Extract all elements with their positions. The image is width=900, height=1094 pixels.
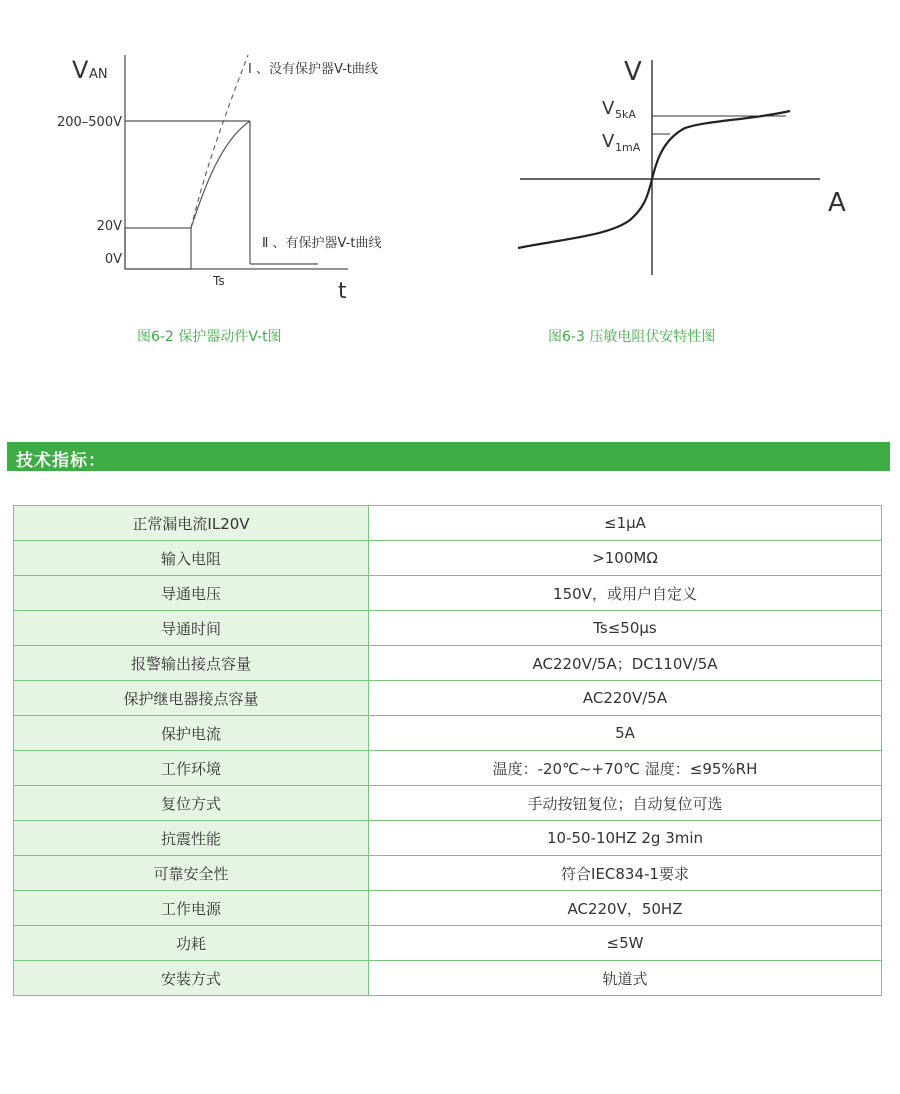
x-axis-label: t — [338, 279, 347, 300]
section-title: 技术指标： — [16, 451, 106, 471]
table-row — [14, 751, 882, 786]
table-row — [14, 541, 882, 576]
v5ka-subscript: 5kA — [615, 108, 636, 121]
spec-name-cell: 可靠安全性 — [14, 856, 369, 891]
spec-value-cell: AC220V/5A — [369, 681, 882, 716]
spec-name-cell: 正常漏电流IL20V — [14, 506, 369, 541]
spec-name-cell: 导通电压 — [14, 576, 369, 611]
y-axis-label: V — [72, 56, 89, 84]
spec-name-cell: 安装方式 — [14, 961, 369, 996]
tick-label-ts: Ts — [213, 274, 225, 288]
spec-value-cell: 150V，或用户自定义 — [369, 576, 882, 611]
table-row — [14, 611, 882, 646]
spec-value-cell: >100MΩ — [369, 541, 882, 576]
spec-name-cell: 报警输出接点容量 — [14, 646, 369, 681]
level-box-20v — [125, 228, 191, 269]
spec-name-cell: 功耗 — [14, 926, 369, 961]
table-row — [14, 821, 882, 856]
spec-name-cell: 输入电阻 — [14, 541, 369, 576]
spec-name-cell: 复位方式 — [14, 786, 369, 821]
figure-caption-vt: 图6-2 保护器动件V-t图 — [137, 329, 282, 345]
table-row — [14, 926, 882, 961]
table-row — [14, 681, 882, 716]
v5ka-label: V — [602, 98, 615, 119]
spec-table-body — [14, 506, 882, 996]
table-row — [14, 716, 882, 751]
spec-value-cell: 10-50-10HZ 2g 3min — [369, 821, 882, 856]
v1ma-label: V — [602, 131, 615, 152]
table-row — [14, 891, 882, 926]
tick-label-20v: 20V — [96, 219, 122, 234]
y-axis-label: V — [624, 57, 642, 87]
spec-value-cell: 符合IEC834-1要求 — [369, 856, 882, 891]
spec-value-cell: 5A — [369, 716, 882, 751]
figure-varistor-iv — [500, 0, 900, 300]
spec-name-cell: 抗震性能 — [14, 821, 369, 856]
v1ma-subscript: 1mA — [615, 141, 641, 154]
figure-caption-varistor: 图6-3 压敏电阻伏安特性图 — [548, 329, 716, 345]
figure-vt-diagram — [0, 0, 440, 300]
spec-value-cell: AC220V/5A；DC110V/5A — [369, 646, 882, 681]
spec-value-cell: AC220V，50HZ — [369, 891, 882, 926]
tick-label-high: 200–500V — [56, 115, 122, 130]
spec-value-cell: 温度：-20℃~+70℃ 湿度：≤95%RH — [369, 751, 882, 786]
curve2-label: Ⅱ 、有保护器V-t曲线 — [262, 236, 382, 251]
curve-with-protector — [191, 121, 250, 228]
spec-name-cell: 工作电源 — [14, 891, 369, 926]
spec-name-cell: 保护电流 — [14, 716, 369, 751]
table-row — [14, 646, 882, 681]
spec-value-cell: Ts≤50μs — [369, 611, 882, 646]
spec-name-cell: 保护继电器接点容量 — [14, 681, 369, 716]
table-row — [14, 786, 882, 821]
tick-label-0v: 0V — [104, 252, 122, 267]
table-row — [14, 856, 882, 891]
curve1-label: Ⅰ 、没有保护器V-t曲线 — [248, 62, 378, 77]
spec-value-cell: ≤1μA — [369, 506, 882, 541]
x-axis-label: A — [828, 188, 846, 218]
section-header-bar — [7, 442, 890, 471]
spec-name-cell: 工作环境 — [14, 751, 369, 786]
spec-value-cell: ≤5W — [369, 926, 882, 961]
spec-value-cell: 轨道式 — [369, 961, 882, 996]
spec-name-cell: 导通时间 — [14, 611, 369, 646]
table-row — [14, 961, 882, 996]
spec-value-cell: 手动按钮复位；自动复位可选 — [369, 786, 882, 821]
table-row — [14, 506, 882, 541]
spec-table — [13, 505, 882, 996]
y-axis-subscript: AN — [89, 67, 108, 82]
table-row — [14, 576, 882, 611]
